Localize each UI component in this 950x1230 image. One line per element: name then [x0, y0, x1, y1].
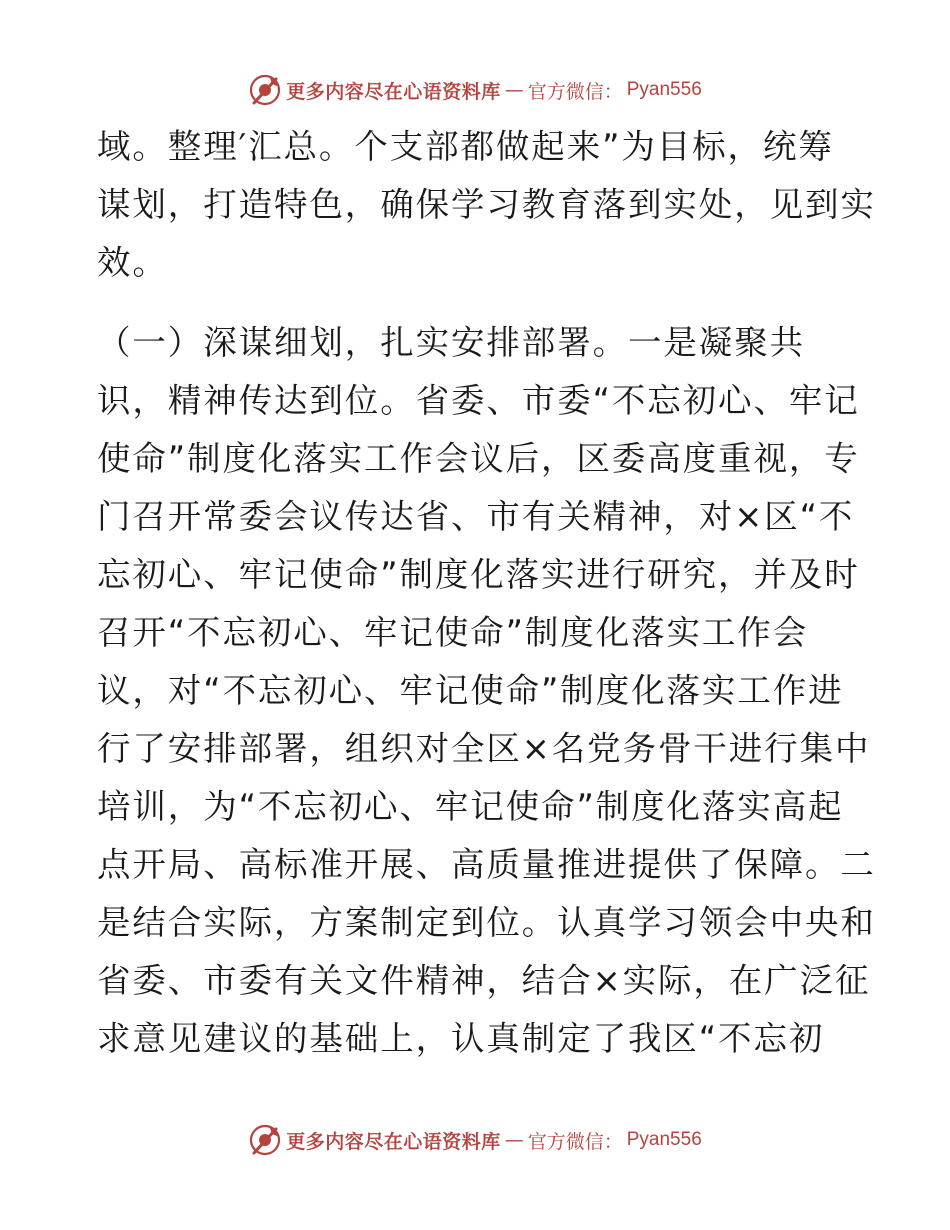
text-line: 议，对“不忘初心、牢记使命”制度化落实工作进: [97, 671, 844, 710]
watermark-wechat-id: Pyan556: [626, 1129, 702, 1150]
text-line: 培训，为“不忘初心、牢记使命”制度化落实高起: [97, 787, 844, 826]
text-line: 忘初心、牢记使命”制度化落实进行研究，并及时: [97, 555, 860, 594]
text-line: 点开局、高标准开展、高质量推进提供了保障。二: [97, 845, 876, 884]
footer-watermark-banner: [0, 1120, 950, 1160]
quill-pen-circle-icon: [248, 1123, 282, 1157]
text-line: 使命”制度化落实工作会议后，区委高度重视，专: [97, 439, 860, 478]
document-body: [97, 118, 876, 1068]
paragraph: [97, 118, 876, 292]
text-line: 识，精神传达到位。省委、市委“不忘初心、牢记: [97, 381, 860, 420]
text-line: 求意见建议的基础上，认真制定了我区“不忘初: [97, 1019, 825, 1058]
watermark-brand-text: 更多内容尽在心语资料库: [286, 1130, 501, 1153]
watermark-official-label: 官方微信：: [527, 1130, 623, 1153]
header-watermark-banner: [0, 70, 950, 110]
watermark-separator: —: [504, 1129, 524, 1151]
text-line: 域。整理′汇总。个支部都做起来”为目标，统筹: [97, 127, 834, 166]
text-line: 行了安排部署，组织对全区×名党务骨干进行集中: [97, 729, 871, 768]
text-line: 省委、市委有关文件精神，结合×实际，在广泛征: [97, 961, 871, 1000]
watermark-separator: —: [504, 79, 524, 101]
paragraph: [97, 314, 876, 1068]
text-line: 是结合实际，方案制定到位。认真学习领会中央和: [97, 903, 876, 942]
text-line: 效。: [97, 243, 168, 282]
watermark-official-label: 官方微信：: [527, 80, 623, 103]
watermark-brand-text: 更多内容尽在心语资料库: [286, 80, 501, 103]
watermark-wechat-id: Pyan556: [626, 79, 702, 100]
text-line: （一）深谋细划，扎实安排部署。一是凝聚共: [97, 323, 805, 362]
text-line: 谋划，打造特色，确保学习教育落到实处，见到实: [97, 185, 876, 224]
text-line: 召开“不忘初心、牢记使命”制度化落实工作会: [97, 613, 809, 652]
text-line: 门召开常委会议传达省、市有关精神，对×区“不: [97, 497, 855, 536]
quill-pen-circle-icon: [248, 73, 282, 107]
